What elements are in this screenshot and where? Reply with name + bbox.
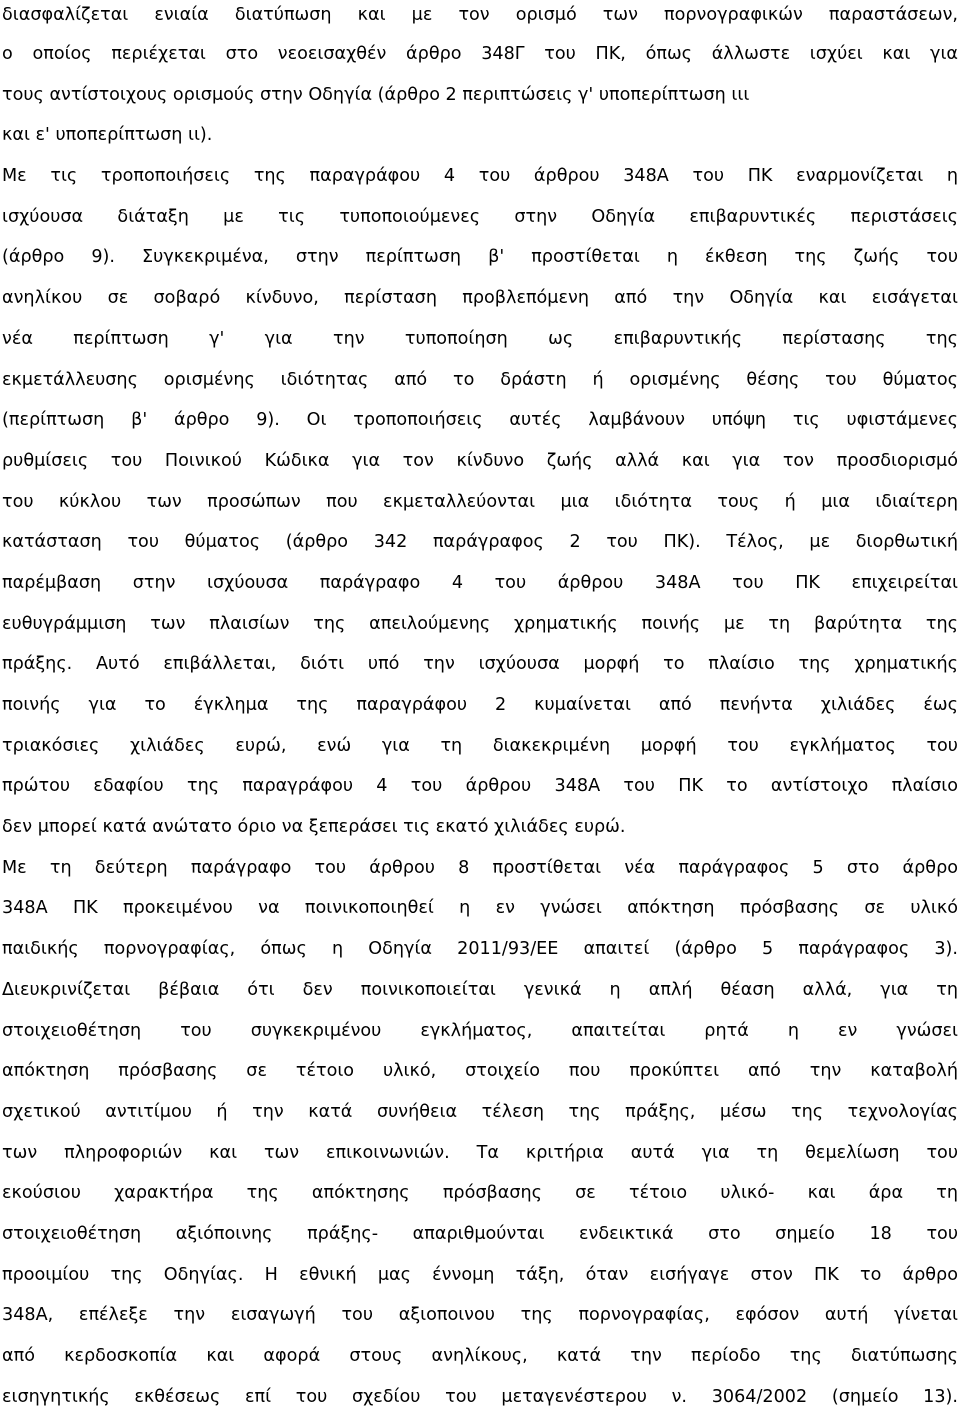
text-line: τριακόσιες χιλιάδες ευρώ, ενώ για τη διακεκριμένη μορφή του εγκλήματος του	[2, 735, 958, 756]
text-line: δεν μπορεί κατά ανώτατο όριο να ξεπεράσει τις εκατό χιλιάδες ευρώ.	[2, 817, 626, 838]
text-line: στοιχειοθέτηση του συγκεκριμένου εγκλήματος, απαιτείται ρητά η εν γνώσει	[2, 1020, 958, 1041]
text-line: 348Α ΠΚ προκειμένου να ποινικοποιηθεί η εν γνώσει απόκτηση πρόσβασης σε υλικό	[2, 898, 958, 919]
text-line: ανηλίκου σε σοβαρό κίνδυνο, περίσταση προβλεπόμενη από την Οδηγία και εισάγεται	[2, 288, 958, 309]
text-line: πράξης. Αυτό επιβάλλεται, διότι υπό την ισχύουσα μορφή το πλαίσιο της χρηματικής	[2, 654, 958, 675]
text-line: τους αντίστοιχους ορισμούς στην Οδηγία (άρθρο 2 περιπτώσεις γ' υποπερίπτωση ιιι	[2, 84, 750, 105]
text-line: νέα περίπτωση γ' για την τυποποίηση ως επιβαρυντικής περίστασης της	[2, 328, 958, 349]
text-line: και ε' υποπερίπτωση ιι).	[2, 125, 213, 146]
text-line: 348Α, επέλεξε την εισαγωγή του αξιοποινου της πορνογραφίας, εφόσον αυτή γίνεται	[2, 1305, 958, 1326]
text-line: προοιμίου της Οδηγίας. Η εθνική μας έννομη τάξη, όταν εισήγαγε στον ΠΚ το άρθρο	[2, 1264, 958, 1285]
text-line: (περίπτωση β' άρθρο 9). Οι τροποποιήσεις αυτές λαμβάνουν υπόψη τις υφιστάμενες	[2, 410, 958, 431]
text-line: (άρθρο 9). Συγκεκριμένα, στην περίπτωση β' προστίθεται η έκθεση της ζωής του	[2, 247, 958, 268]
text-line: ποινής για το έγκλημα της παραγράφου 2 κυμαίνεται από πενήντα χιλιάδες έως	[2, 695, 958, 715]
text-line: ισχύουσα διάταξη με τις τυποποιούμενες στην Οδηγία επιβαρυντικές περιστάσεις	[2, 206, 958, 227]
text-line: πρώτου εδαφίου της παραγράφου 4 του άρθρου 348Α του ΠΚ το αντίστοιχο πλαίσιο	[2, 776, 958, 797]
text-line: Με τη δεύτερη παράγραφο του άρθρου 8 προστίθεται νέα παράγραφος 5 στο άρθρο	[2, 857, 958, 878]
text-line: κατάσταση του θύματος (άρθρο 342 παράγραφος 2 του ΠΚ). Τέλος, με διορθωτική	[2, 532, 958, 553]
text-line: του κύκλου των προσώπων που εκμεταλλεύονται μια ιδιότητα τους ή μια ιδιαίτερη	[2, 491, 958, 512]
text-line: ρυθμίσεις του Ποινικού Κώδικα για τον κίνδυνο ζωής αλλά και για τον προσδιορισμό	[2, 450, 958, 471]
text-line: παρέμβαση στην ισχύουσα παράγραφο 4 του άρθρου 348Α του ΠΚ επιχειρείται	[2, 572, 958, 593]
text-line: διασφαλίζεται ενιαία διατύπωση και με τον ορισμό των πορνογραφικών παραστάσεων,	[2, 5, 958, 25]
text-line: εκμετάλλευσης ορισμένης ιδιότητας από το δράστη ή ορισμένης θέσης του θύματος	[2, 369, 958, 390]
text-line: απόκτηση πρόσβασης σε τέτοιο υλικό, στοιχείο που προκύπτει από την καταβολή	[2, 1061, 958, 1082]
text-line: των πληροφοριών και των επικοινωνιών. Τα κριτήρια αυτά για τη θεμελίωση του	[2, 1142, 958, 1163]
text-line: στοιχειοθέτηση αξιόποινης πράξης- απαριθμούνται ενδεικτικά στο σημείο 18 του	[2, 1223, 958, 1244]
text-line: από κερδοσκοπία και αφορά στους ανηλίκους, κατά την περίοδο της διατύπωσης	[2, 1346, 958, 1366]
text-line: εκούσιου χαρακτήρα της απόκτησης πρόσβασης σε τέτοιο υλικό- και άρα τη	[2, 1183, 958, 1204]
text-line: Με τις τροποποιήσεις της παραγράφου 4 του άρθρου 348Α του ΠΚ εναρμονίζεται η	[2, 166, 958, 187]
text-line: ο οποίος περιέχεται στο νεοεισαχθέν άρθρο 348Γ του ΠΚ, όπως άλλωστε ισχύει και για	[2, 44, 958, 64]
text-line: ευθυγράμμιση των πλαισίων της απειλούμενης χρηματικής ποινής με τη βαρύτητα της	[2, 613, 958, 634]
text-line: παιδικής πορνογραφίας, όπως η Οδηγία 2011/93/ΕΕ απαιτεί (άρθρο 5 παράγραφος 3).	[2, 939, 958, 960]
text-line: Διευκρινίζεται βέβαια ότι δεν ποινικοποιείται γενικά η απλή θέαση αλλά, για τη	[2, 979, 958, 1000]
text-line: εισηγητικής εκθέσεως επί του σχεδίου του μεταγενέστερου ν. 3064/2002 (σημείο 13).	[2, 1386, 958, 1407]
text-line: σχετικού αντιτίμου ή την κατά συνήθεια τέλεση της πράξης, μέσω της τεχνολογίας	[2, 1101, 958, 1122]
